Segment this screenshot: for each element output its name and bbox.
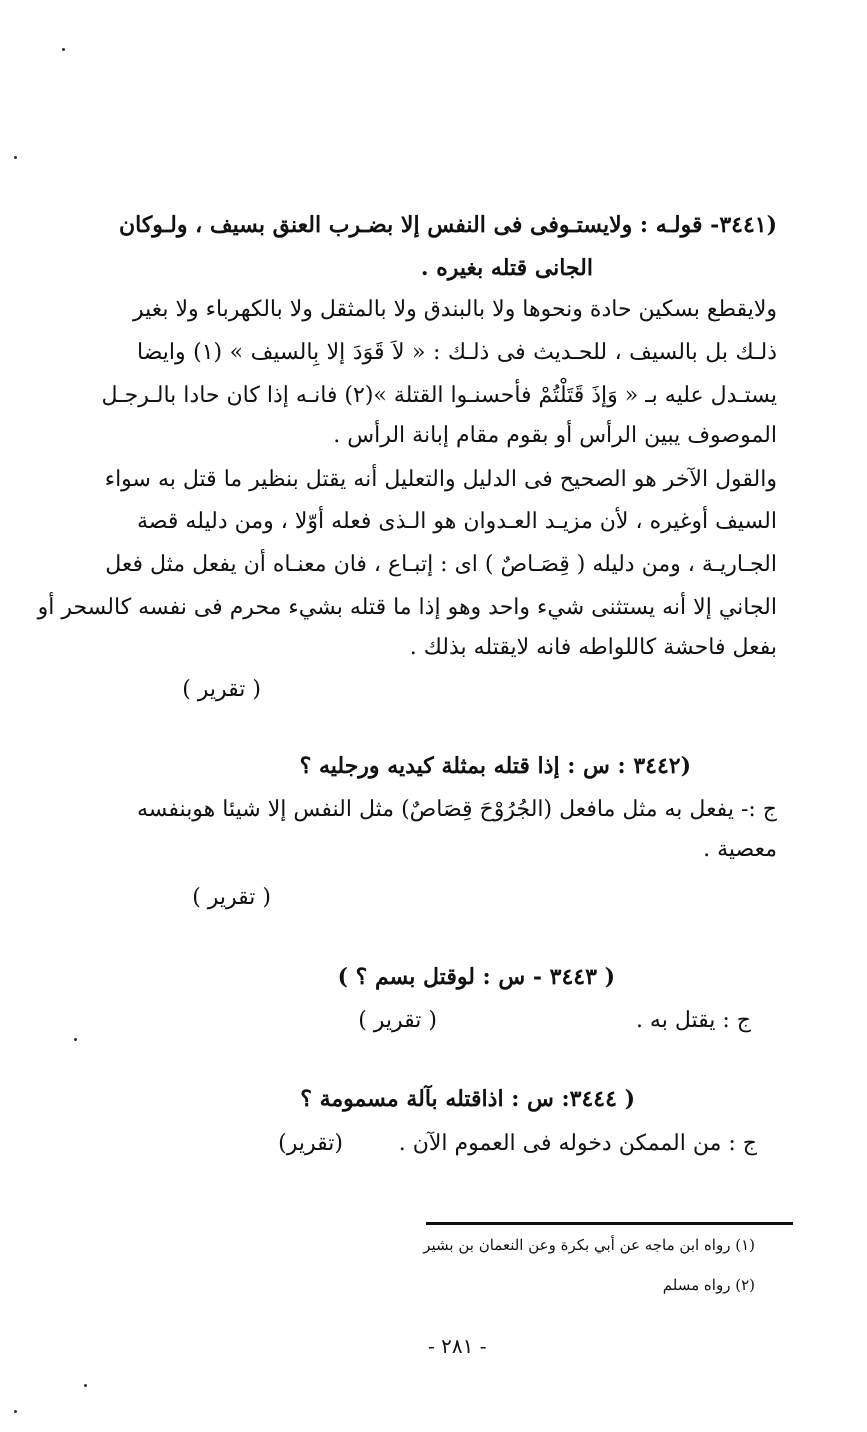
paragraph-line: يستـدل عليه بـ « وَإذَ قَتَلْتُمْ فأحسنـوا القتلة »(٢) فانـه إذا كان حادا بالـرجـل [101,383,777,408]
question-3442: (٣٤٤٢ : س : إذا قتله بمثلة كيديه ورجليه ؟ [299,753,691,779]
paragraph-line: والقول الآخر هو الصحيح فى الدليل والتعليل أنه يقتل بنظير ما قتل به سواء [104,467,777,492]
source-note: ( تقرير ) [358,1008,437,1033]
paragraph-line: الجـاريـة ، ومن دليله ( قِصَـاصٌ ) اى : إتبـاع ، فان معنـاه أن يفعل مثل فعل [105,552,777,577]
scan-speck [62,48,65,51]
paragraph-line: السيف أوغيره ، لأن مزيـد العـدوان هو الـذى فعله أوّلا ، ومن دليله قصة [137,509,777,534]
question-3444: ( ٣٤٤٤: س : اذاقتله بآلة مسمومة ؟ [300,1086,635,1112]
answer-3444: ج : من الممكن دخوله فى العموم الآن . [398,1131,757,1156]
scan-speck [74,1038,77,1041]
page-number: - ٢٨١ - [428,1334,487,1358]
source-note: ( تقرير ) [182,677,261,702]
paragraph-line: ذلـك بل بالسيف ، للحـديث فى ذلـك : « لاَ قَوَدَ إلا بِالسيف » (١) وايضا [137,340,777,365]
answer-3442-line1: ج :- يفعل به مثل مافعل (الجُرُوْحَ قِصَاصٌ) مثل النفس إلا شيئا هوبنفسه [137,797,777,822]
heading-3441-line2: الجانى قتله بغيره . [420,255,593,281]
paragraph-line: الموصوف يبين الرأس أو بقوم مقام إبانة الرأس . [333,423,777,448]
answer-3442-line2: معصية . [703,837,777,862]
footnote-1: (١) رواه ابن ماجه عن أبي بكرة وعن النعمان بن بشير [423,1236,755,1254]
footnote-rule [426,1222,793,1225]
source-note: ( تقرير ) [192,885,271,910]
question-3443: ( ٣٤٤٣ - س : لوقتل بسم ؟ ) [337,964,615,990]
heading-3441-line1: (٣٤٤١- قولـه : ولايستـوفى فى النفس إلا بضـرب العنق بسيف ، ولـوكان [118,212,777,238]
answer-3443: ج : يقتل به . [635,1008,751,1033]
paragraph-line: ولايقطع بسكين حادة ونحوها ولا بالبندق ولا بالمثقل ولا بالكهرباء ولا بغير [132,297,777,322]
source-note: (تقرير) [278,1131,343,1156]
scan-speck [14,156,17,159]
paragraph-line: بفعل فاحشة كاللواطه فانه لايقتله بذلك . [409,635,777,660]
scan-speck [84,1384,87,1387]
scan-speck [14,1410,17,1413]
footnote-2: (٢) رواه مسلم [662,1276,755,1294]
paragraph-line: الجاني إلا أنه يستثنى شيء واحد وهو إذا ما قتله بشيء محرم فى نفسه كالسحر أو [37,595,777,620]
